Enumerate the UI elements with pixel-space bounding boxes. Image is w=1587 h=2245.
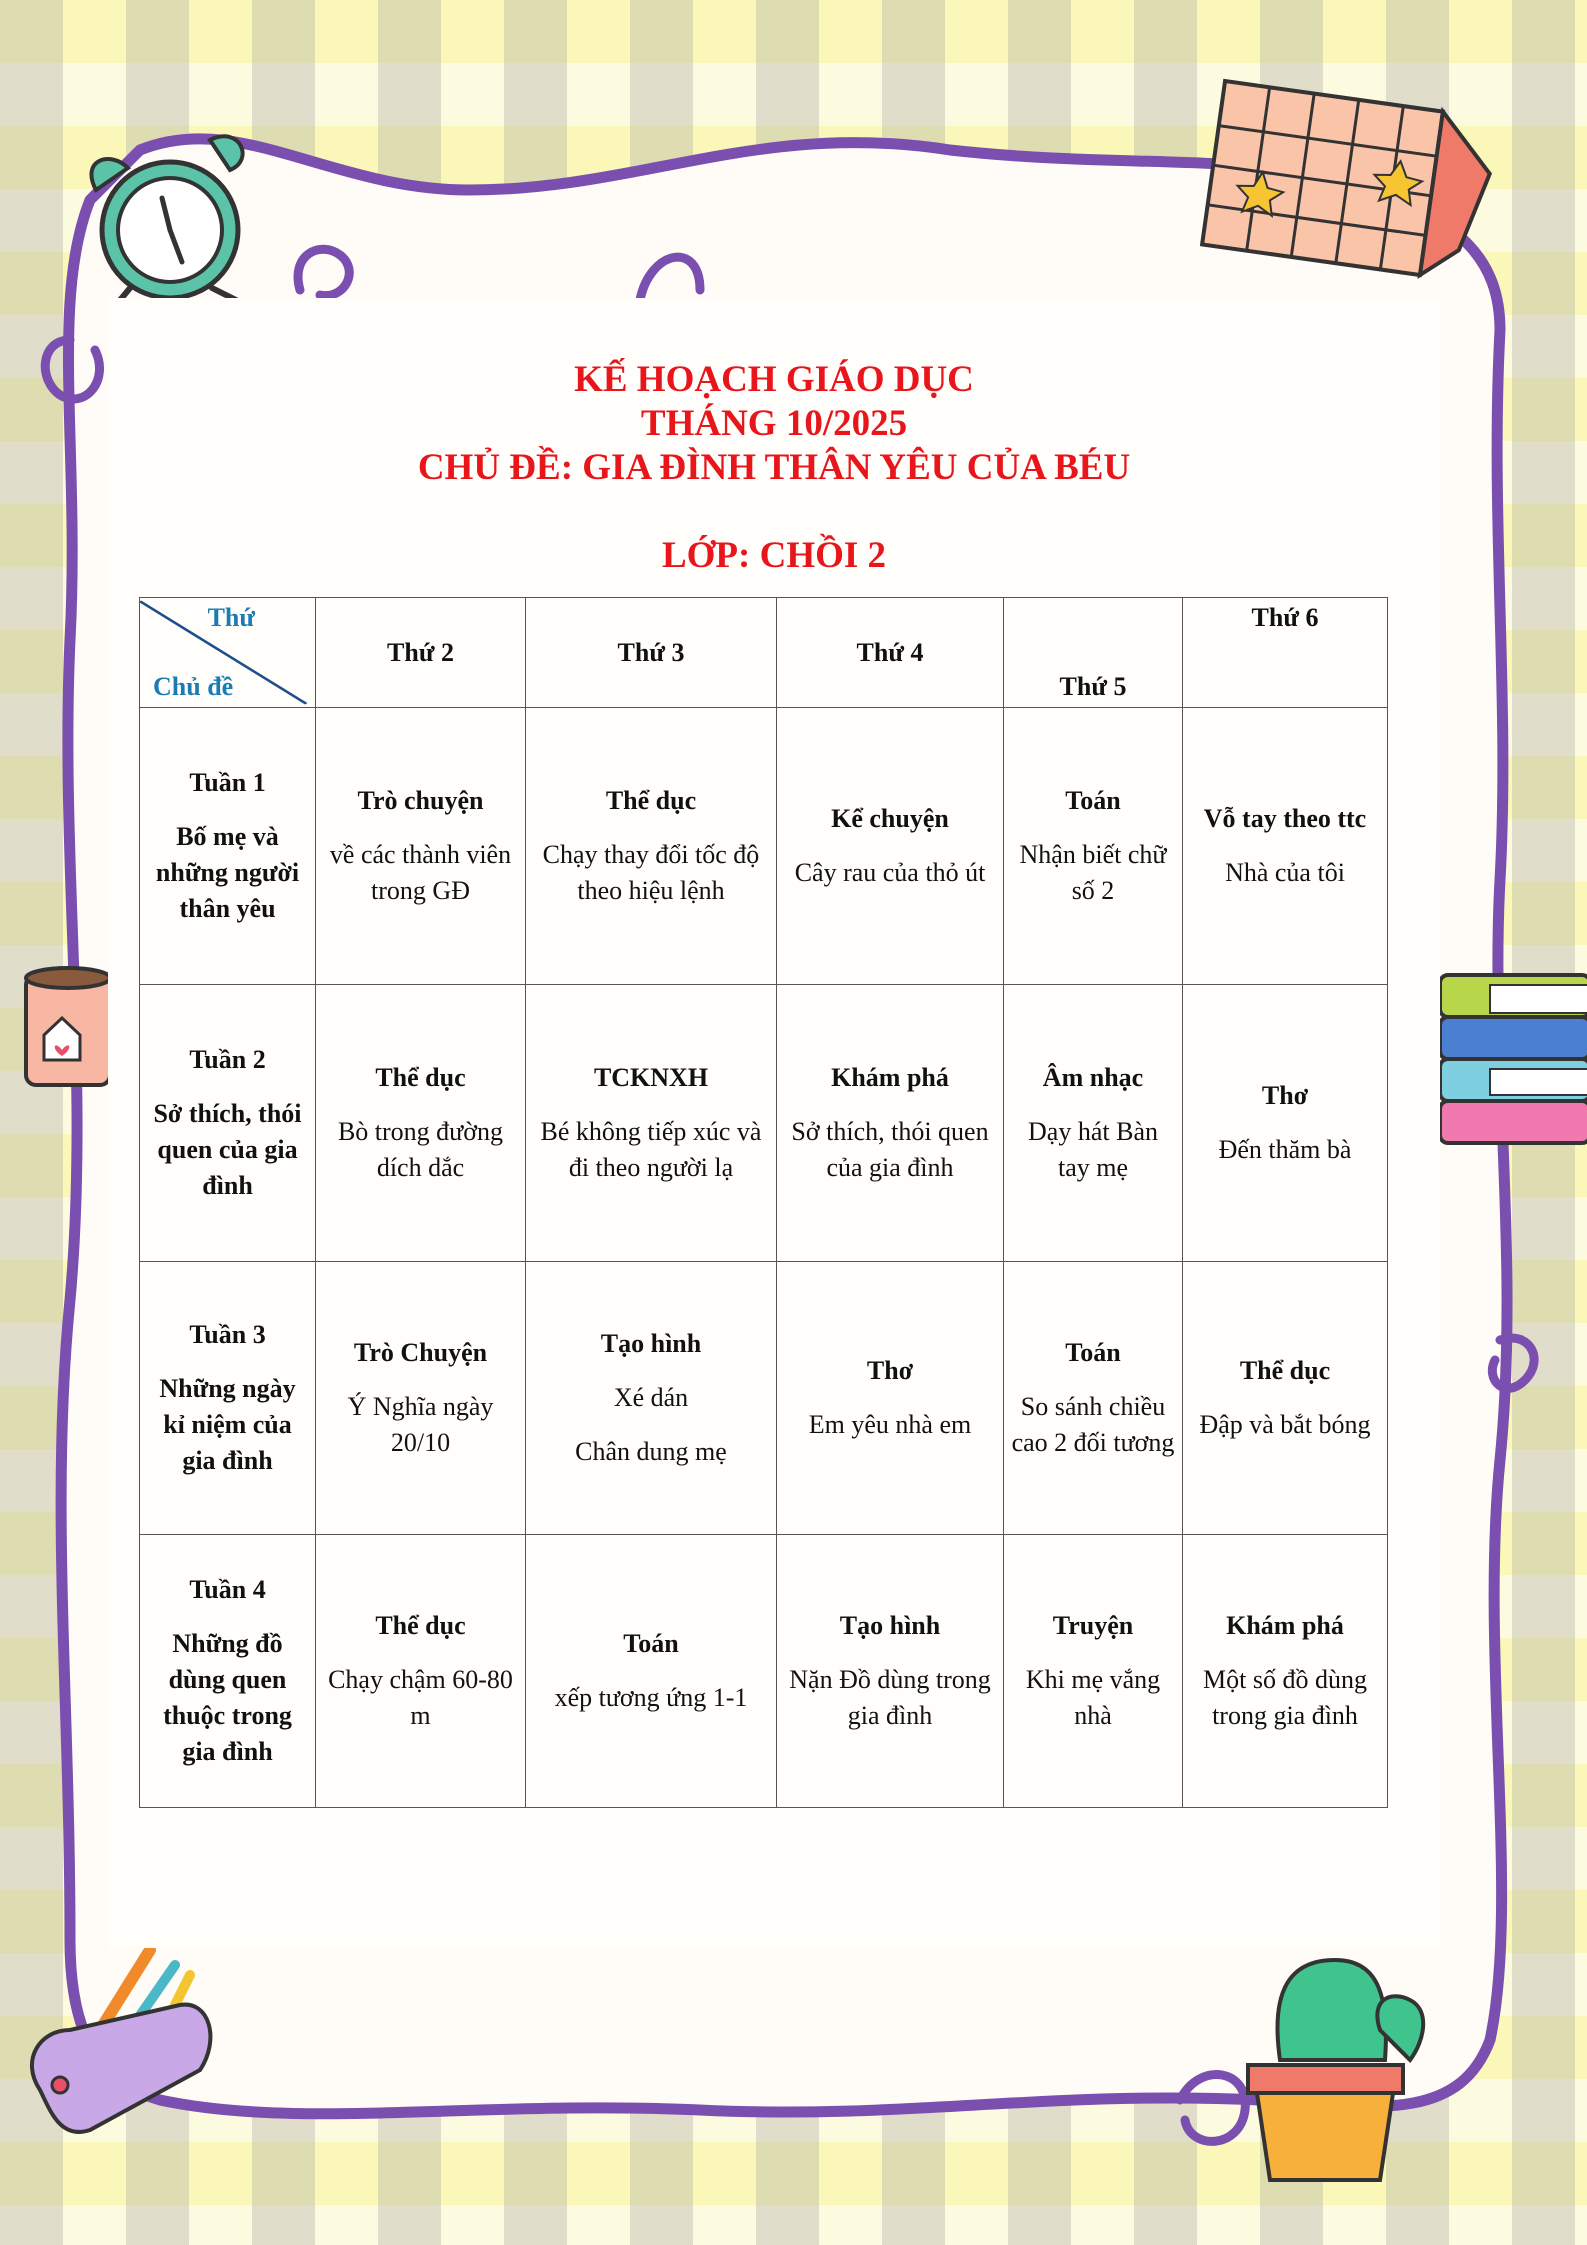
activity-desc: Một số đồ dùng trong gia đình <box>1203 1665 1367 1730</box>
week-theme: Sở thích, thói quen của gia đình <box>153 1099 302 1200</box>
activity-desc: Cây rau của thỏ út <box>794 858 986 887</box>
activity-cell <box>316 708 526 985</box>
title-line-3: CHỦ ĐỀ: GIA ĐÌNH THÂN YÊU CỦA BÉU <box>417 447 1131 488</box>
title-block <box>108 358 1440 578</box>
activity-desc: Đập và bắt bóng <box>1199 1410 1371 1439</box>
activity-cell <box>1004 708 1183 985</box>
class-label: LỚP: CHỒI 2 <box>661 535 887 576</box>
activity-desc: Đến thăm bà <box>1218 1135 1352 1164</box>
title-line-2: THÁNG 10/2025 <box>640 403 908 444</box>
activity-subject: Thơ <box>1261 1081 1309 1110</box>
week-cell <box>140 1535 316 1808</box>
activity-subject: Trò Chuyện <box>353 1338 488 1367</box>
activity-desc: Nặn Đồ dùng trong gia đình <box>789 1665 991 1730</box>
table-row <box>140 1535 1388 1808</box>
activity-subject: Thể dục <box>605 786 697 815</box>
activity-subject: Truyện <box>1052 1611 1134 1640</box>
activity-desc: Nhà của tôi <box>1225 858 1345 887</box>
activity-cell <box>526 708 777 985</box>
books-icon <box>1440 975 1587 1143</box>
activity-cell <box>316 1535 526 1808</box>
activity-desc: Em yêu nhà em <box>808 1410 972 1439</box>
activity-subject: Thể dục <box>375 1611 466 1640</box>
column-header: Thứ 3 <box>526 598 777 708</box>
activity-subject: TCKNXH <box>593 1063 709 1092</box>
activity-desc: Bò trong đường dích dắc <box>337 1117 504 1182</box>
week-number: Tuần 3 <box>189 1320 266 1349</box>
column-header: Thứ 5 <box>1004 598 1183 708</box>
week-cell <box>140 985 316 1262</box>
activity-cell <box>1004 1262 1183 1535</box>
table-row <box>140 1262 1388 1535</box>
activity-desc: về các thành viên trong GĐ <box>329 840 512 905</box>
activity-subject: Kể chuyện <box>831 804 949 833</box>
activity-desc: xếp tương ứng 1-1 <box>554 1683 748 1712</box>
activity-desc: Chạy thay đổi tốc độ theo hiệu lệnh <box>542 840 760 905</box>
table-row <box>140 708 1388 985</box>
activity-subject: Toán <box>1065 786 1121 815</box>
activity-subject: Khám phá <box>1226 1611 1344 1640</box>
activity-cell <box>316 1262 526 1535</box>
activity-subject: Thể dục <box>375 1063 466 1092</box>
activity-subject: Tạo hình <box>600 1329 702 1358</box>
activity-cell <box>777 985 1004 1262</box>
table-row <box>140 985 1388 1262</box>
corner-top-label: Thứ <box>207 603 255 632</box>
activity-cell <box>1183 1535 1388 1808</box>
activity-subject: Trò chuyện <box>357 786 484 815</box>
calendar-icon <box>1202 81 1497 283</box>
education-plan-table <box>139 597 1388 1808</box>
activity-cell <box>316 985 526 1262</box>
activity-cell <box>777 1262 1004 1535</box>
activity-subject: Toán <box>1065 1338 1121 1367</box>
column-header: Thứ 6 <box>1183 598 1388 708</box>
activity-cell <box>1004 985 1183 1262</box>
week-theme: Bố mẹ và những người thân yêu <box>155 822 300 923</box>
title-line-1: KẾ HOẠCH GIÁO DỤC <box>574 359 974 400</box>
week-number: Tuần 2 <box>189 1045 266 1074</box>
activity-subject: Tạo hình <box>839 1611 941 1640</box>
activity-subject: Khám phá <box>831 1063 949 1092</box>
activity-cell <box>1004 1535 1183 1808</box>
activity-cell <box>526 1262 777 1535</box>
activity-subject: Vỗ tay theo ttc <box>1203 804 1367 833</box>
column-header: Thứ 4 <box>777 598 1004 708</box>
activity-desc: Chạy chậm 60-80 m <box>328 1665 513 1730</box>
week-number: Tuần 4 <box>189 1575 266 1604</box>
column-header: Thứ 2 <box>316 598 526 708</box>
table-header-row <box>140 598 1388 708</box>
week-theme: Những đồ dùng quen thuộc trong gia đình <box>163 1629 292 1766</box>
activity-subject: Âm nhạc <box>1042 1063 1144 1092</box>
mug-icon <box>26 968 110 1085</box>
corner-cell <box>140 598 316 708</box>
activity-cell <box>1183 985 1388 1262</box>
activity-cell <box>777 1535 1004 1808</box>
activity-cell <box>1183 1262 1388 1535</box>
activity-desc: Xé dán <box>613 1383 689 1412</box>
activity-desc: Ý Nghĩa ngày 20/10 <box>347 1392 494 1457</box>
activity-cell <box>526 985 777 1262</box>
week-cell <box>140 708 316 985</box>
activity-desc: Bé không tiếp xúc và đi theo người lạ <box>540 1117 762 1182</box>
activity-desc: Khi mẹ vắng nhà <box>1025 1665 1161 1730</box>
activity-subject: Toán <box>623 1629 679 1658</box>
activity-cell <box>1183 708 1388 985</box>
week-number: Tuần 1 <box>189 768 266 797</box>
week-cell <box>140 1262 316 1535</box>
activity-desc: Sở thích, thói quen của gia đình <box>791 1117 989 1182</box>
week-theme: Những ngày kỉ niệm của gia đình <box>159 1374 296 1475</box>
activity-desc: Dạy hát Bàn tay mẹ <box>1028 1117 1158 1182</box>
activity-subject: Thơ <box>866 1356 914 1385</box>
corner-bottom-label: Chủ đề <box>153 672 234 701</box>
activity-desc: Nhận biết chữ số 2 <box>1019 840 1167 905</box>
activity-desc: So sánh chiều cao 2 đối tương <box>1011 1392 1175 1457</box>
activity-cell <box>526 1535 777 1808</box>
activity-subject: Thể dục <box>1239 1356 1331 1385</box>
activity-desc-2: Chân dung mẹ <box>575 1437 727 1466</box>
activity-cell <box>777 708 1004 985</box>
